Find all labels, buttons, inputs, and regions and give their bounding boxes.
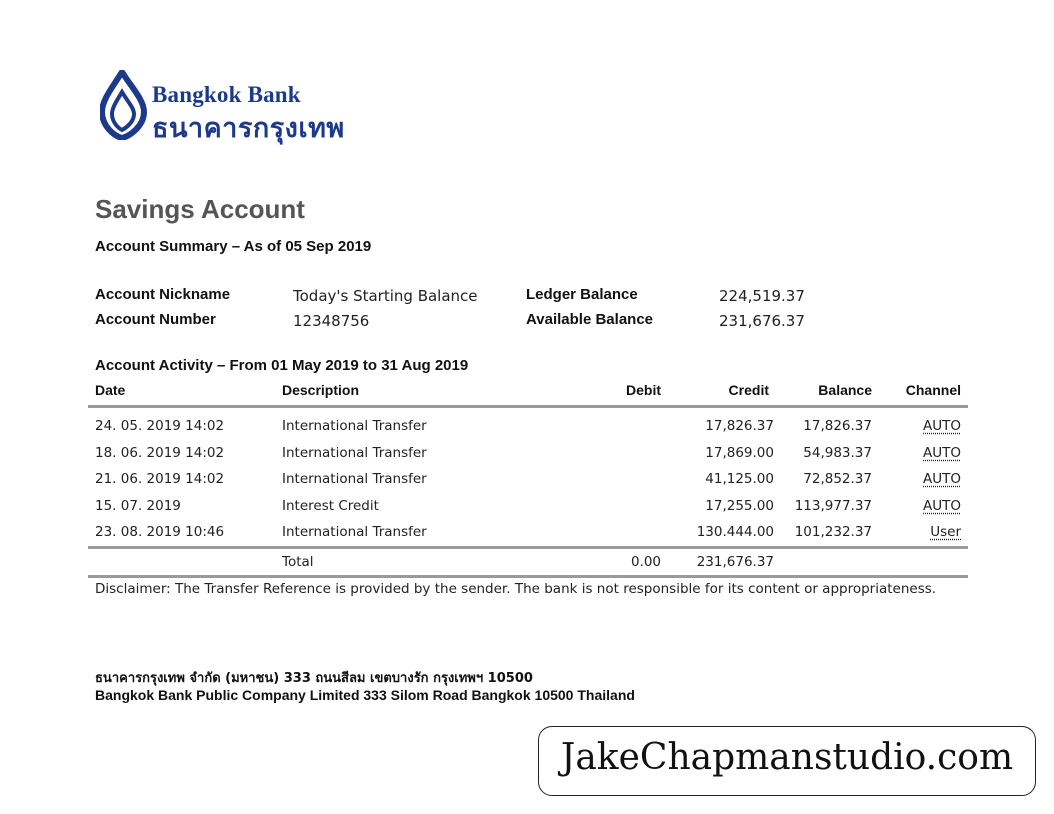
row-credit: 17,255.00 — [705, 497, 774, 514]
row-credit: 17,869.00 — [705, 444, 774, 461]
table-row — [88, 440, 968, 467]
page-title: Savings Account — [95, 194, 305, 224]
row-balance: 72,852.37 — [803, 471, 872, 488]
row-date: 24. 05. 2019 14:02 — [95, 418, 225, 435]
activity-heading: Account Activity – From 01 May 2019 to 31 Aug 2019 — [95, 357, 469, 374]
col-header-date: Date — [88, 379, 275, 407]
bank-name-th: ธนาคารกรุงเทพ — [152, 113, 345, 144]
activity-table — [88, 379, 968, 578]
row-credit: 130.444.00 — [696, 524, 774, 541]
row-channel[interactable] — [879, 519, 968, 547]
row-description: International Transfer — [282, 418, 427, 435]
ledger-balance-label: Ledger Balance — [526, 286, 638, 303]
row-date: 21. 06. 2019 14:02 — [95, 471, 225, 488]
total-row — [88, 547, 968, 576]
row-debit — [575, 407, 668, 440]
channel-link[interactable]: AUTO — [923, 471, 961, 488]
col-header-debit: Debit — [575, 379, 668, 407]
col-header-credit: Credit — [668, 379, 781, 407]
available-balance-label: Available Balance — [526, 311, 654, 328]
row-debit — [575, 466, 668, 493]
table-row — [88, 519, 968, 547]
bank-logo — [100, 70, 430, 142]
table-row — [88, 407, 968, 440]
row-balance: 17,826.37 — [803, 418, 872, 435]
channel-link[interactable]: AUTO — [923, 497, 961, 514]
account-number-label: Account Number — [95, 311, 216, 328]
available-balance-value: 231,676.37 — [719, 312, 805, 330]
ledger-balance-value: 224,519.37 — [719, 287, 805, 305]
row-date: 23. 08. 2019 10:46 — [95, 524, 225, 541]
nickname-value: Today's Starting Balance — [293, 287, 478, 305]
row-channel[interactable] — [879, 466, 968, 493]
row-channel[interactable] — [879, 493, 968, 520]
channel-link[interactable]: AUTO — [923, 418, 961, 435]
footer-address-en: Bangkok Bank Public Company Limited 333 Silom Road Bangkok 10500 Thailand — [95, 687, 635, 703]
bank-name-en: Bangkok Bank — [152, 82, 301, 107]
row-balance: 54,983.37 — [803, 444, 872, 461]
row-description: International Transfer — [282, 444, 427, 461]
table-row — [88, 493, 968, 520]
lotus-icon — [100, 70, 150, 140]
channel-link[interactable]: AUTO — [923, 444, 961, 461]
total-spacer — [88, 547, 275, 576]
col-header-description: Description — [275, 379, 575, 407]
col-header-channel: Channel — [879, 379, 968, 407]
total-label: Total — [275, 547, 575, 576]
row-credit: 17,826.37 — [705, 418, 774, 435]
table-row — [88, 466, 968, 493]
row-balance: 113,977.37 — [794, 497, 872, 514]
row-date: 15. 07. 2019 — [95, 497, 181, 514]
row-balance: 101,232.37 — [794, 524, 872, 541]
footer-address-th: ธนาคารกรุงเทพ จำกัด (มหาชน) 333 ถนนสีลม เขตบางรัก กรุงเทพฯ 10500 — [95, 671, 533, 686]
row-debit — [575, 519, 668, 547]
row-channel[interactable] — [879, 407, 968, 440]
channel-link[interactable]: User — [930, 524, 961, 541]
summary-heading: Account Summary – As of 05 Sep 2019 — [95, 238, 372, 255]
watermark-box — [538, 726, 1036, 796]
row-debit — [575, 440, 668, 467]
total-credit: 231,676.37 — [668, 547, 781, 576]
row-date: 18. 06. 2019 14:02 — [95, 444, 225, 461]
watermark-text: JakeChapmanstudio.com — [560, 737, 1014, 778]
account-number-value: 12348756 — [293, 312, 370, 330]
table-header-row — [88, 379, 968, 407]
row-debit — [575, 493, 668, 520]
total-debit: 0.00 — [575, 547, 668, 576]
row-description: International Transfer — [282, 471, 427, 488]
total-spacer — [879, 547, 968, 576]
row-channel[interactable] — [879, 440, 968, 467]
row-description: Interest Credit — [282, 497, 379, 514]
row-credit: 41,125.00 — [705, 471, 774, 488]
nickname-label: Account Nickname — [95, 286, 231, 303]
col-header-balance: Balance — [781, 379, 879, 407]
disclaimer: Disclaimer: The Transfer Reference is provided by the sender. The bank is not responsible for its content or appropriateness. — [95, 581, 937, 597]
total-spacer — [781, 547, 879, 576]
row-description: International Transfer — [282, 524, 427, 541]
